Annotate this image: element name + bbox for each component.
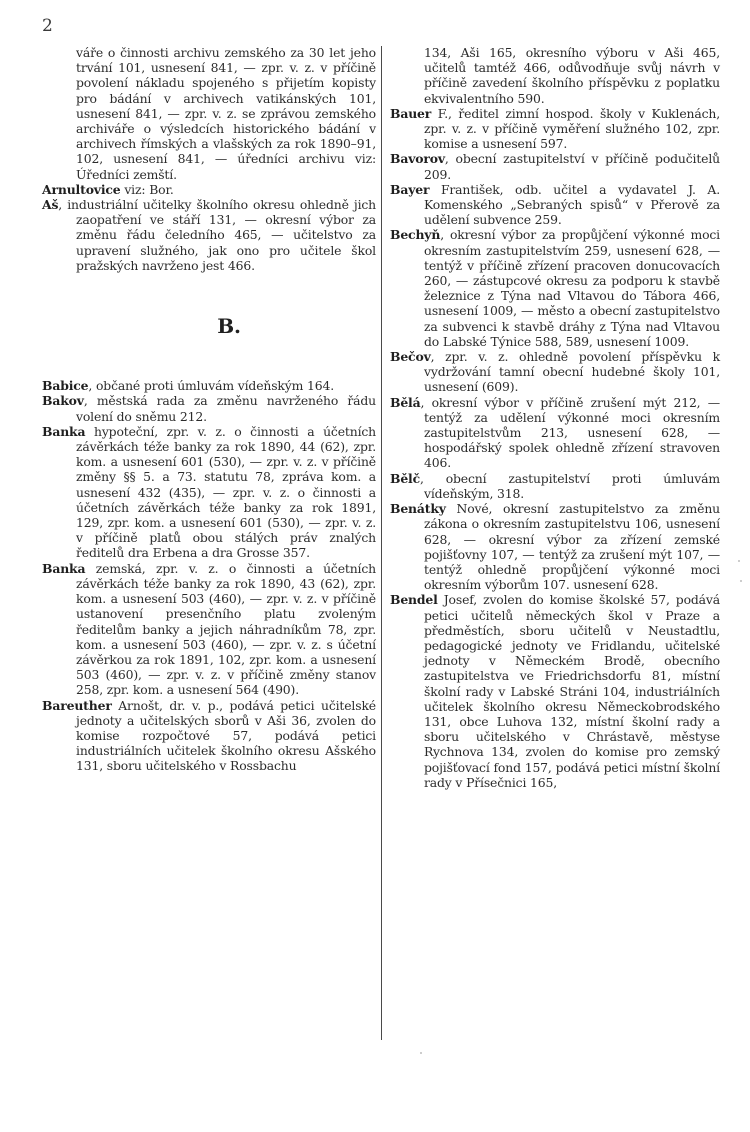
entry-text: František, odb. učitel a vydavatel J. A. Komenského „Sebraných spisů“ v Přerově za udělení subvence 259. [424,181,720,228]
entry-text: , obecní zastupitelství v příčině podučitelů 209. [424,151,720,182]
scan-speck [740,580,742,582]
entry-headword: Arnultovice [42,181,121,197]
entry-text: , městská rada za změnu navrženého řádu volení do sněmu 212. [76,393,376,424]
index-entry-banka-zemska [42,561,376,698]
right-continuation-text: 134, Aši 165, okresního výboru v Aši 465, učitelů tamtéž 466, odůvodňuje svůj návrh v příčině zavedení školního příspěvku z poplatku ekvivalentního 590. [424,45,720,106]
left-continuation-text: váře o činnosti archivu zemského za 30 let jeho trvání 101, usnesení 841, — zpr. v. z. v příčině povolení nákladu spojeného s přijetím kopisty pro bádání v archivech vatikánských 101, usnesení 841, — zpr. v. z. se zprávou zemského archiváře o výsledcích historického bádání v archivech římských a vlašských za rok 1890–91, 102, usnesení 841, — úředníci archivu viz: Úředníci zemští. [76,45,376,182]
index-entry-arnultovice [42,182,376,197]
column-divider [381,46,382,1040]
entry-text: hypoteční, zpr. v. z. o činnosti a účetních závěrkách téže banky za rok 1890, 44 (62), zpr. kom. a usnesení 601 (530), — zpr. v. z. v příčině změny §§ 5. a 73. statutu 78, zpráva kom. a usnesení 432 (435), — zpr. v. z. o činnosti a účetních závěrkách téže banky za rok 1891, 129, zpr. kom. a usnesení 601 (530), — zpr. v. z. v příčině platů obou stálých práv znalých ředitelů dra Erbena a dra Grosse 357. [76,423,376,561]
entry-headword: Benátky [390,501,446,517]
entry-headword: Bakov [42,393,84,409]
entry-text: , obecní zastupitelství proti úmluvám vídeňským, 318. [420,470,720,501]
entry-text: Nové, okresní zastupitelstvo za změnu zákona o okresním zastupitelstvu 106, usnesení 628, — okresní výbor za zřízení zemské pojišťovny 107, — tentýž za zrušení mýt 107, — tentýž ohledně propůjčení výkonné moci okresním výborům 107. usnesení 628. [424,501,720,593]
index-entry-bavorov [390,151,720,181]
entry-headword: Banka [42,423,86,439]
scan-speck [738,560,740,562]
index-entry-becov [390,349,720,395]
entry-headword: Bečov [390,349,431,365]
entry-text: Arnošt, dr. v. p., podává petici učitelské jednoty a učitelských sborů v Aši 36, zvolen do komise rozpočtové 57, podává petici industriálních učitelek školního okresu Ašského 131, sboru učitelského v Rossbachu [76,697,376,774]
index-entry-bayer [390,182,720,228]
index-entry-bela [390,395,720,471]
index-entry-bakov [42,393,376,423]
index-entry-belc [390,471,720,501]
entry-headword: Bendel [390,592,438,608]
left-column [42,45,376,774]
entry-text: viz: Bor. [120,181,174,197]
index-entry-babice [42,378,376,393]
entry-headword: Bauer [390,105,432,121]
entry-headword: Bavorov [390,151,445,167]
entry-text: , zpr. v. z. ohledně povolení příspěvku k vydržování tamní obecní hudebné školy 101, usnesení (609). [424,349,720,395]
entry-text: , okresní výbor v příčině zrušení mýt 212, — tentýž za udělení výkonné moci okresním zastupitelstvům 213, usnesení 628, — hospodářský spolek ohledně zřízení stravoven 406. [420,394,720,471]
entry-text: , okresní výbor za propůjčení výkonné moci okresním zastupitelstvím 259, usnesení 628, — tentýž v příčině zřízení pracoven donucovacích 260, — zástupcové okresu za podporu k stavbě železnice z Týna nad Vltavou do Tábora 466, usnesení 1009, — město a obecní zastupitelstvo za subvenci k stavbě dráhy z Týna nad Vltavou do Labské Týnice 588, 589, usnesení 1009. [424,227,720,349]
scan-speck [420,1052,422,1054]
index-entry-as [42,197,376,273]
index-entry-bechyn [390,227,720,349]
entry-headword: Bělč [390,470,421,486]
entry-headword: Babice [42,378,89,394]
entry-text: zemská, zpr. v. z. o činnosti a účetních závěrkách téže banky za rok 1890, 43 (62), zpr. kom. a usnesení 503 (460), — zpr. v. z. v příčině ustanovení presenčního platu zvoleným ředitelům banky a jejich náhradníkům 78, zpr. kom. a usnesení 503 (460), — zpr. v. z. s účetní závěrkou za rok 1891, 102, zpr. kom. a usnesení 503 (460), — zpr. v. z. v příčině změny stanov 258, zpr. kom. a usnesení 564 (490). [76,560,376,698]
entry-headword: Bayer [390,181,430,197]
index-entry-banka-hypotecni [42,424,376,561]
index-entry-bareuther [42,698,376,774]
entry-headword: Banka [42,560,86,576]
section-heading-b: B. [217,314,241,339]
index-entry-bendel [390,592,720,790]
entry-headword: Aš [42,197,59,213]
index-entry-benatky [390,501,720,592]
entry-headword: Bareuther [42,697,112,713]
entry-text: , občané proti úmluvám vídeňským 164. [88,378,334,394]
page-number: 2 [42,16,53,36]
entry-text: Josef, zvolen do komise školské 57, podává petici učitelů německých škol v Praze a předměstích, sboru učitelů v Neustadtlu, pedagogické jednoty ve Fridlandu, učitelské jednoty v Německém Brodě, obecního zastupitelstva ve Friedrichsdorfu 81, místní školní rady v Labské Stráni 104, industriálních učitelek školního okresu Německobrodského 131, obce Luhova 132, místní školní rady a sboru učitelského v Chrástavě, městyse Rychnova 134, zvolen do komise pro zemský pojišťovací fond 157, podává petici místní školní rady v Přísečnici 165, [424,592,720,790]
entry-headword: Bechyň [390,227,441,243]
entry-headword: Bělá [390,394,421,410]
right-column [390,45,720,790]
entry-text: , industriální učitelky školního okresu ohledně jich zaopatření ve stáří 131, — okresní výbor za změnu řádu čeledního 465, — učitelstvo za upravení služného, jak ono pro učitele škol pražských navrženo jest 466. [58,197,376,273]
index-entry-bauer [390,106,720,152]
entry-text: F., ředitel zimní hospod. školy v Kuklenách, zpr. v. z. v příčině vyměření služného 102, zpr. komise a usnesení 597. [424,105,720,152]
